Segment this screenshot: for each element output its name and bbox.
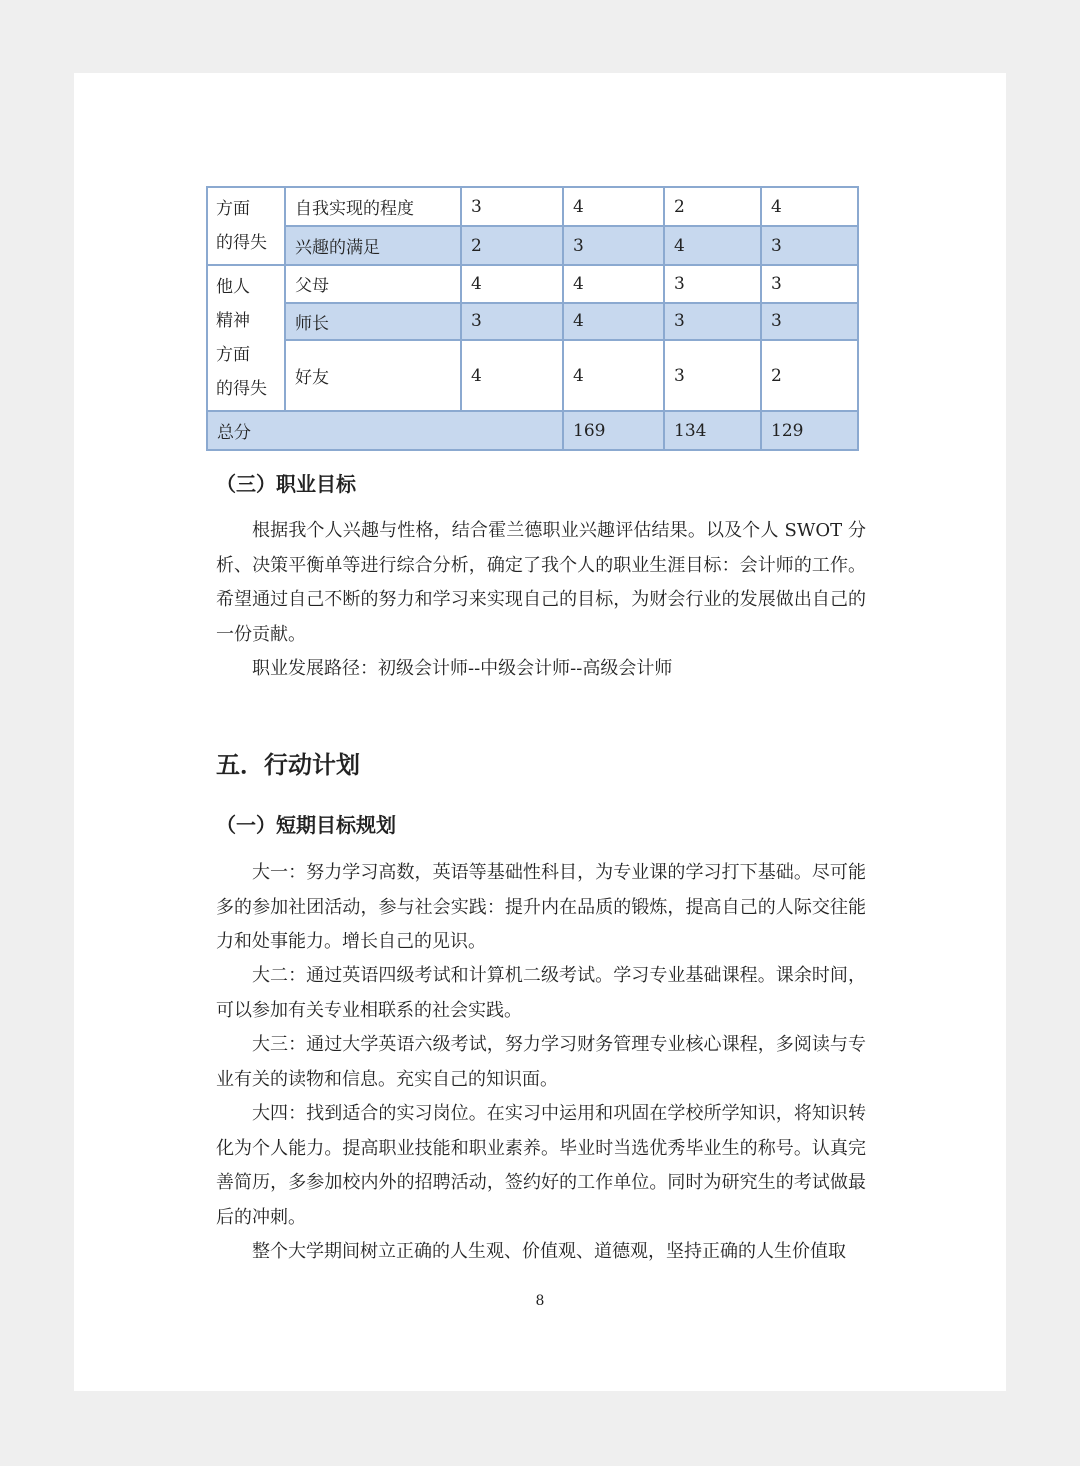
score-cell: 3 <box>664 265 761 303</box>
item-cell: 师长 <box>285 303 461 341</box>
total-cell: 129 <box>761 411 858 450</box>
score-cell: 4 <box>461 340 563 411</box>
score-cell: 2 <box>664 187 761 226</box>
paragraph: 根据我个人兴趣与性格，结合霍兰德职业兴趣评估结果。以及个人 SWOT 分析、决策平衡单等进行综合分析，确定了我个人的职业生涯目标：会计师的工作。希望通过自己不断的努力和学习来实现自己的目标，为财会行业的发展做出自己的一份贡献。 <box>216 520 866 645</box>
score-cell: 4 <box>563 340 664 411</box>
paragraph: 大三：通过大学英语六级考试，努力学习财务管理专业核心课程，多阅读与专业有关的读物和信息。充实自己的知识面。 <box>216 1034 866 1090</box>
group-label-cell: 方面 的得失 <box>207 187 285 265</box>
score-cell: 3 <box>563 226 664 265</box>
score-cell: 3 <box>761 303 858 341</box>
table-row <box>207 340 858 411</box>
paragraph: 职业发展路径：初级会计师--中级会计师--高级会计师 <box>252 658 673 679</box>
table-total-row <box>207 411 858 450</box>
score-table <box>206 186 859 451</box>
item-cell: 兴趣的满足 <box>285 226 461 265</box>
score-cell: 4 <box>563 303 664 341</box>
paragraph: 整个大学期间树立正确的人生观、价值观、道德观，坚持正确的人生价值取 <box>252 1241 846 1262</box>
score-cell: 4 <box>664 226 761 265</box>
section-heading-career-goal: （三）职业目标 <box>216 472 356 496</box>
chapter-heading-action-plan: 五．行动计划 <box>216 751 360 779</box>
page-number: 8 <box>535 1293 545 1309</box>
score-cell: 3 <box>461 187 563 226</box>
total-cell: 134 <box>664 411 761 450</box>
score-cell: 4 <box>563 187 664 226</box>
total-cell: 169 <box>563 411 664 450</box>
score-cell: 2 <box>461 226 563 265</box>
item-cell: 父母 <box>285 265 461 303</box>
score-cell: 4 <box>461 265 563 303</box>
paragraph: 大二：通过英语四级考试和计算机二级考试。学习专业基础课程。课余时间，可以参加有关专业相联系的社会实践。 <box>216 965 866 1021</box>
score-cell: 3 <box>761 226 858 265</box>
paragraph: 大一：努力学习高数，英语等基础性科目，为专业课的学习打下基础。尽可能多的参加社团活动，参与社会实践：提升内在品质的锻炼，提高自己的人际交往能力和处事能力。增长自己的见识。 <box>216 862 866 952</box>
group-label-cell: 他人 精神 方面 的得失 <box>207 265 285 411</box>
section-heading-short-term: （一）短期目标规划 <box>216 813 396 837</box>
score-cell: 4 <box>761 187 858 226</box>
score-cell: 3 <box>664 340 761 411</box>
table-row <box>207 187 858 226</box>
table-row <box>207 265 858 303</box>
table-row <box>207 226 858 265</box>
paragraph: 大四：找到适合的实习岗位。在实习中运用和巩固在学校所学知识，将知识转化为个人能力。提高职业技能和职业素养。毕业时当选优秀毕业生的称号。认真完善简历，多参加校内外的招聘活动，签约好的工作单位。同时为研究生的考试做最后的冲刺。 <box>216 1103 866 1228</box>
total-label-cell: 总分 <box>207 411 563 450</box>
score-cell: 4 <box>563 265 664 303</box>
score-cell: 3 <box>461 303 563 341</box>
score-cell: 2 <box>761 340 858 411</box>
document-page <box>74 73 1006 1391</box>
score-cell: 3 <box>761 265 858 303</box>
score-cell: 3 <box>664 303 761 341</box>
item-cell: 好友 <box>285 340 461 411</box>
table-row <box>207 303 858 341</box>
item-cell: 自我实现的程度 <box>285 187 461 226</box>
